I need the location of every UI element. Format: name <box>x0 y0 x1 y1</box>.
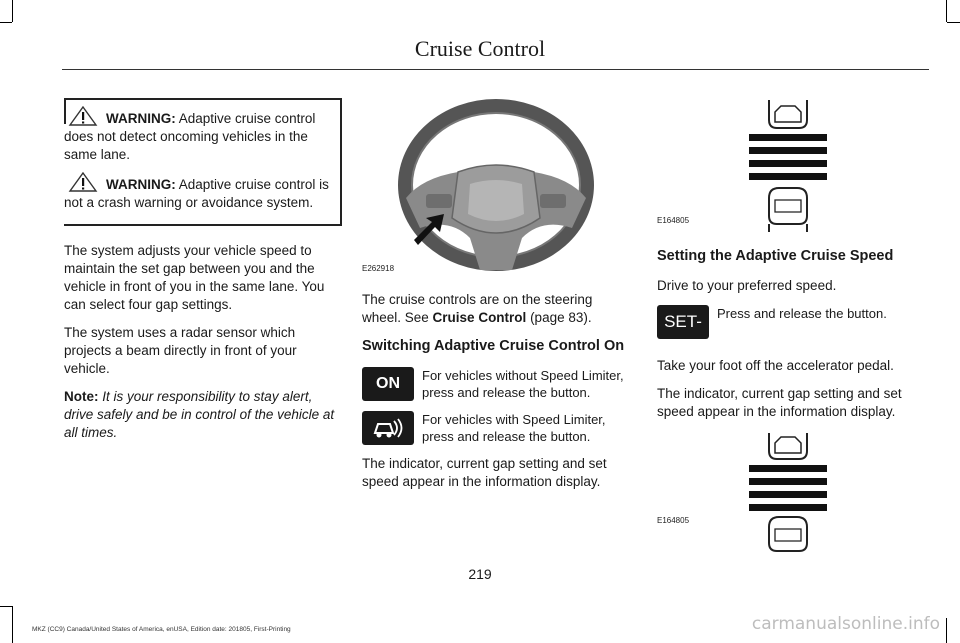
gap-distance-illustration <box>657 98 929 232</box>
footer-edition: MKZ (CC9) Canada/United States of America, enUSA, Edition date: 201805, First-Printing <box>32 626 291 633</box>
gap-distance-illustration <box>657 431 929 555</box>
instruction: For vehicles without Speed Limiter, press and release the button. <box>422 368 624 400</box>
warning-text: Adaptive cruise control is not a crash warning or avoidance system. <box>64 177 329 210</box>
paragraph: The indicator, current gap setting and set speed appear in the information display. <box>657 386 902 419</box>
set-minus-button-icon: SET- <box>657 305 709 339</box>
column-left <box>64 98 342 452</box>
paragraph: Take your foot off the accelerator pedal. <box>657 358 894 373</box>
paragraph <box>362 291 630 327</box>
crop-mark <box>12 606 13 643</box>
figure-id: E262918 <box>362 264 395 273</box>
crop-mark <box>0 606 12 607</box>
warning-label: WARNING: <box>106 177 176 192</box>
watermark: carmanualsonline.info <box>751 614 940 634</box>
set-button-row <box>657 305 929 339</box>
warning-text: Adaptive cruise control does not detect oncoming vehicles in the same lane. <box>64 111 316 162</box>
column-right <box>657 98 929 560</box>
note <box>64 388 342 442</box>
adaptive-cruise-icon <box>362 411 414 445</box>
column-middle <box>362 98 630 501</box>
paragraph: The system adjusts your vehicle speed to maintain the set gap between you and the vehicle in front of you in the same lane. You can select four gap settings. <box>64 243 325 312</box>
instruction: For vehicles with Speed Limiter, press and release the button. <box>422 412 606 444</box>
crop-mark <box>946 618 947 643</box>
section-heading: Setting the Adaptive Cruise Speed <box>657 248 894 264</box>
note-label: Note: <box>64 389 99 404</box>
warning-2 <box>64 172 342 212</box>
page-reference: Cruise Control <box>432 310 527 325</box>
paragraph: The indicator, current gap setting and set speed appear in the information display. <box>362 456 607 489</box>
warning-label: WARNING: <box>106 111 176 126</box>
figure-id: E164805 <box>657 516 690 525</box>
page-title: Cruise Control <box>414 36 546 61</box>
text: (page 83). <box>526 310 592 325</box>
instruction: Press and release the button. <box>717 306 887 321</box>
warning-triangle-icon <box>68 106 98 126</box>
on-button-icon: ON <box>362 367 414 401</box>
page-number: 219 <box>468 566 492 582</box>
speed-limiter-button-row <box>362 411 630 445</box>
warning-box <box>64 98 342 226</box>
figure-id: E164805 <box>657 216 690 225</box>
crop-mark <box>947 22 960 23</box>
paragraph: The system uses a radar sensor which projects a beam directly in front of your vehicle. <box>64 325 297 376</box>
crop-mark <box>0 22 12 23</box>
warning-triangle-icon <box>68 172 98 192</box>
note-text: It is your responsibility to stay alert, drive safely and be in control of the vehicle at all times. <box>64 389 335 440</box>
crop-mark <box>12 0 13 22</box>
steering-wheel-illustration <box>362 98 630 278</box>
text: The cruise controls are on the steering wheel. See <box>362 292 593 325</box>
header-divider <box>62 69 929 70</box>
warning-1 <box>64 106 342 164</box>
paragraph: Drive to your preferred speed. <box>657 278 837 293</box>
on-button-row <box>362 367 630 401</box>
section-heading: Switching Adaptive Cruise Control On <box>362 338 625 354</box>
crop-mark <box>946 0 947 22</box>
